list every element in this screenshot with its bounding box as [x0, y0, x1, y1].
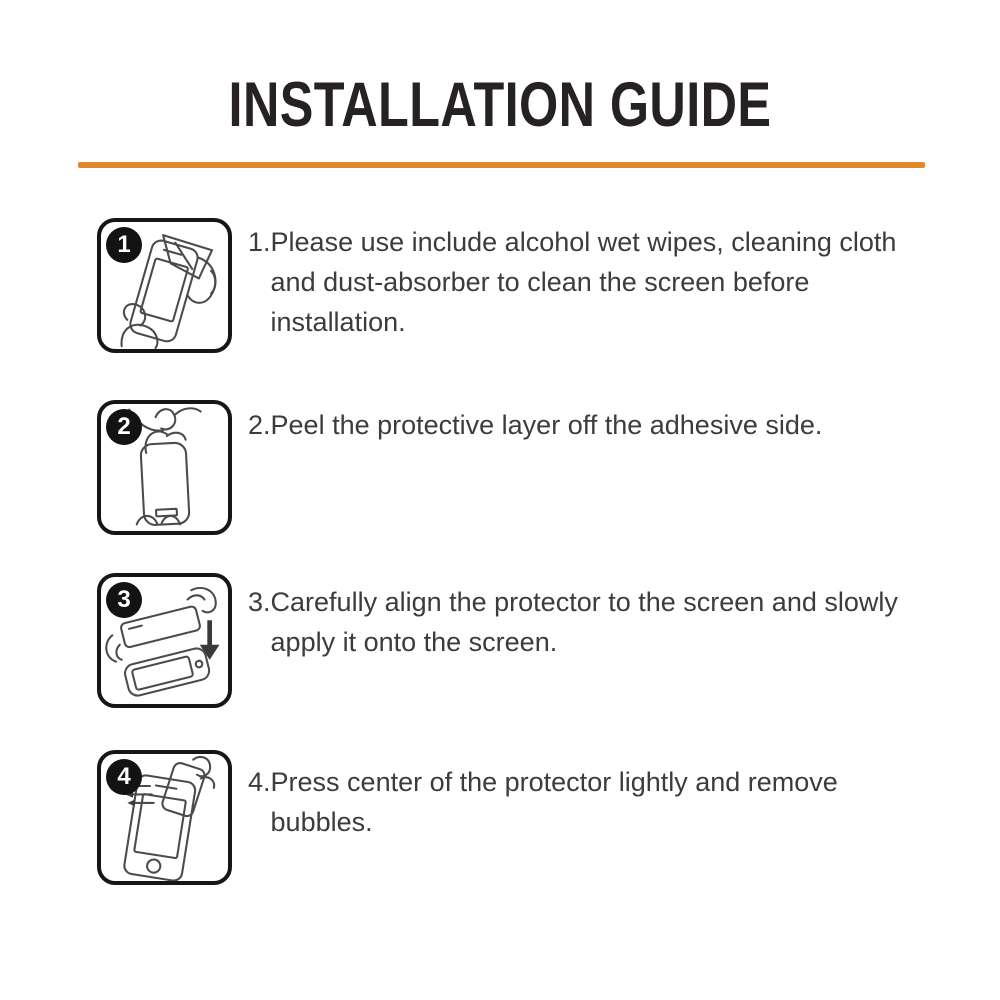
step2-text [248, 405, 916, 535]
left-arrow-icon [127, 800, 135, 807]
step4-figure-box [97, 750, 232, 885]
down-arrow-icon [200, 620, 220, 660]
step1-number-text: 1. [248, 227, 271, 257]
step3-number-text: 3. [248, 587, 271, 617]
step4-text [248, 762, 916, 885]
step-row-4 [97, 750, 916, 885]
step-row-3 [97, 573, 916, 708]
page-title: INSTALLATION GUIDE [228, 70, 772, 140]
step1-number-badge: 1 [106, 227, 142, 263]
step2-number-text: 2. [248, 410, 271, 440]
step4-number-badge: 4 [106, 759, 142, 795]
step1-body-text: Please use include alcohol wet wipes, cleaning cloth and dust-absorber to clean the screen before installation. [270, 227, 897, 337]
step2-figure-box [97, 400, 232, 535]
step-row-2 [97, 400, 916, 535]
step1-figure-box [97, 218, 232, 353]
step3-figure-box [97, 573, 232, 708]
step2-body-text: Peel the protective layer off the adhesive side. [270, 410, 823, 440]
step4-number-text: 4. [248, 767, 271, 797]
step3-text [248, 582, 916, 708]
step3-body-text: Carefully align the protector to the screen and slowly apply it onto the screen. [270, 587, 898, 657]
title-divider-rule [78, 162, 925, 168]
step4-body-text: Press center of the protector lightly and remove bubbles. [270, 767, 838, 837]
step3-number-badge: 3 [106, 582, 142, 618]
step2-number-badge: 2 [106, 409, 142, 445]
step1-text [248, 222, 916, 353]
step-row-1 [97, 218, 916, 353]
